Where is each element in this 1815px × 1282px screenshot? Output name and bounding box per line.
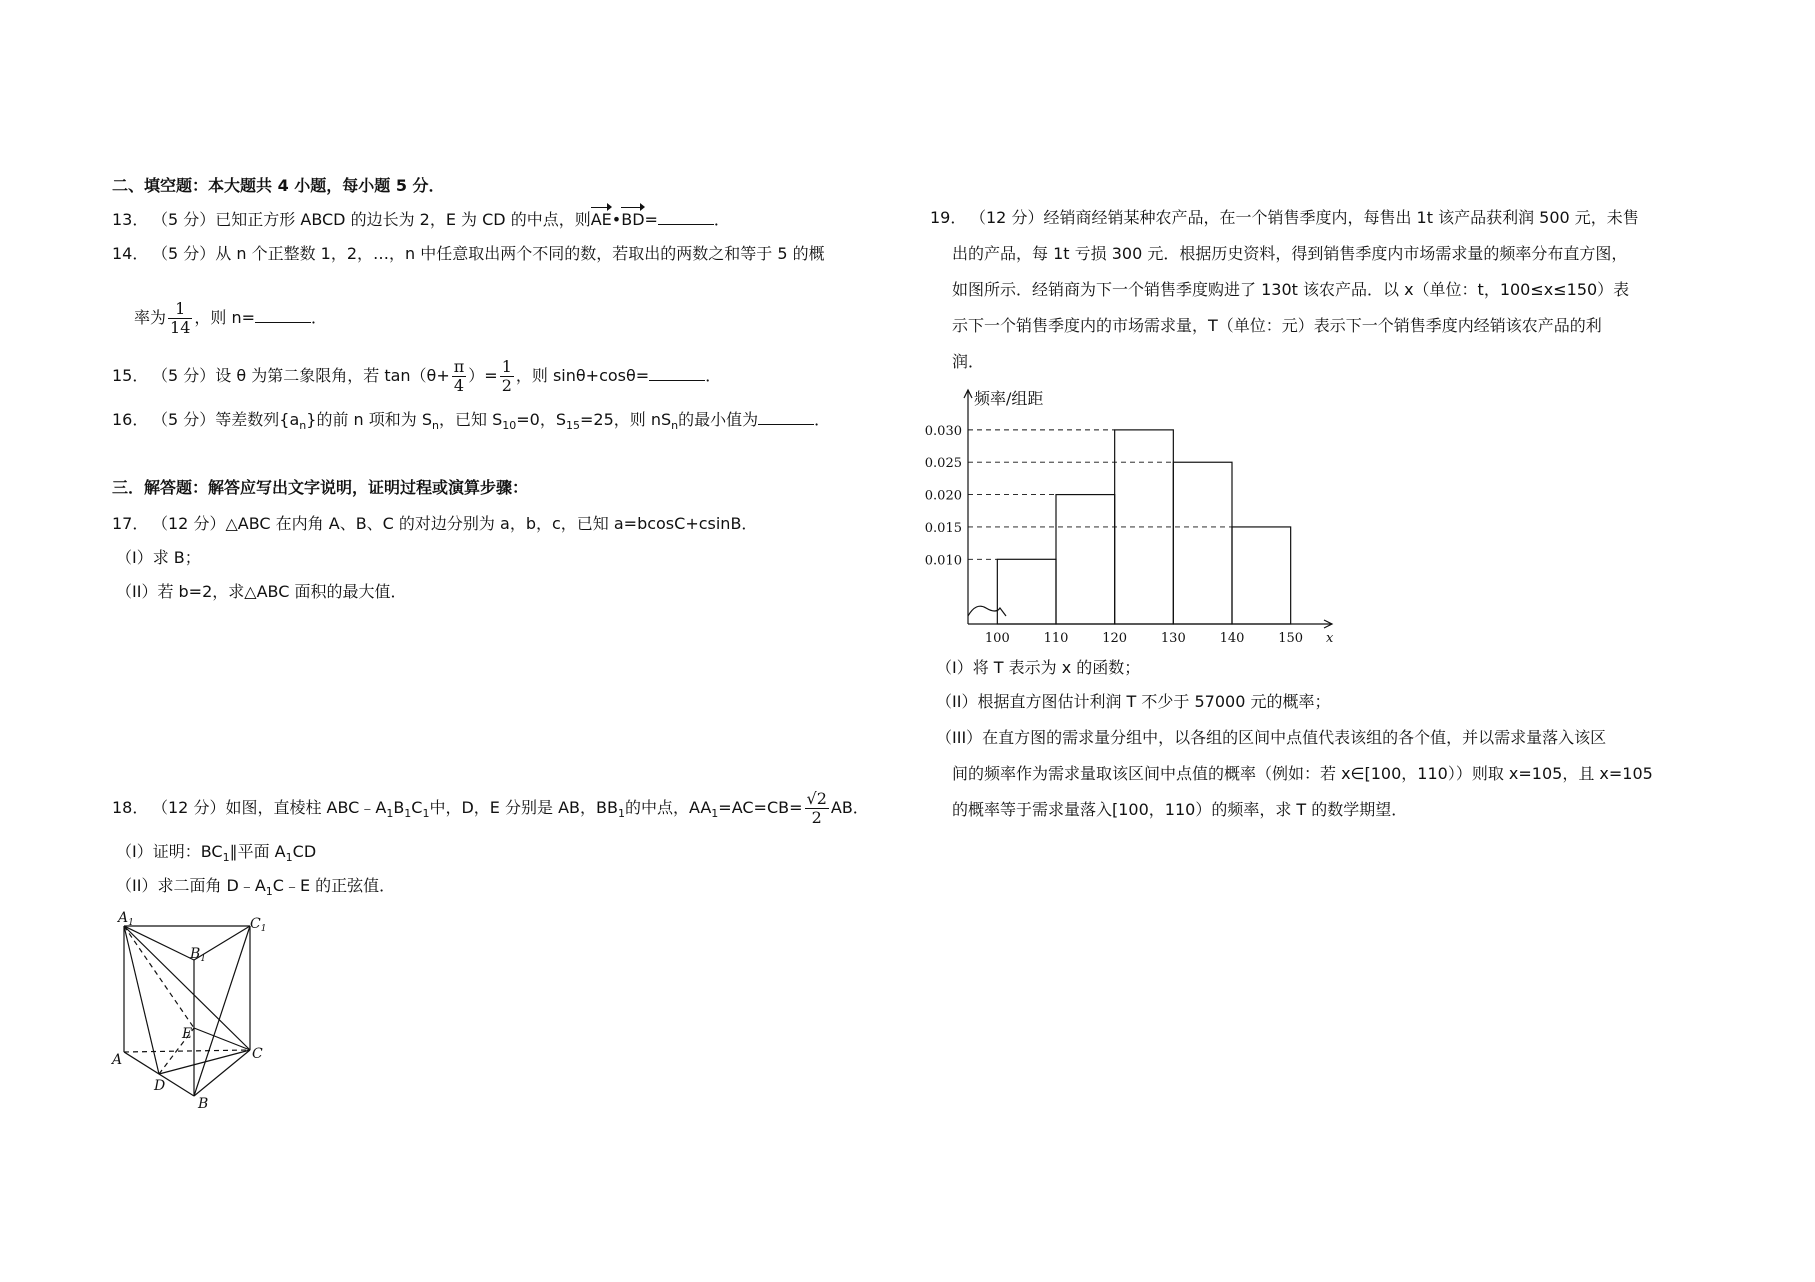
q19-line4: 示下一个销售季度内的市场需求量，T（单位：元）表示下一个销售季度内经销该农产品的利: [952, 316, 1602, 335]
question-18: 18． （12 分）如图，直棱柱 $ABC﹣A_1B_1C_1$中，D，E 分别是 AB，$BB_1$的中点，$AA_1=AC=CB=$ $\frac{√2}{2}$ AB．: [112, 789, 869, 827]
x-tick-label: 100: [984, 631, 1010, 642]
histogram-bar: [997, 559, 1056, 624]
q16-number: 16．: [112, 410, 149, 429]
q13-dot: •: [611, 210, 622, 229]
label-b: B: [198, 1096, 209, 1108]
y-axis-label: 频率/组距: [974, 389, 1044, 408]
label-b1: $B_1$: [190, 946, 207, 964]
q15-points: （5 分）: [152, 366, 216, 385]
x-tick-label: 150: [1278, 631, 1304, 642]
question-16: 16． （5 分）等差数列$\{a_n\}$的前 n 项和为 $S_n$，已知 $S_{10}=0$，$S_{15}=25$，则 $nS_n$的最小值为 ．: [112, 410, 831, 433]
q19-part3-b: 间的频率作为需求量取该区间中点值的概率（例如：若 x∈[100，110））则取 x=105，且 x=105: [952, 764, 1653, 783]
q19-line5: 润．: [952, 352, 985, 371]
q14-text-b: 率为: [134, 308, 167, 327]
label-e: E: [182, 1026, 193, 1042]
q13-equals: =: [644, 210, 658, 229]
x-tick-label: 140: [1219, 631, 1245, 642]
q19-number: 19．: [930, 208, 967, 227]
q13-vector-bd: BD: [621, 210, 645, 229]
q15-text-b: ）=: [468, 366, 498, 385]
q18-part2: （II）求二面角 $D﹣A_1C﹣E$ 的正弦值．: [116, 876, 396, 899]
question-14: [112, 244, 825, 264]
histogram-bar: [1056, 495, 1115, 624]
q17-points: （12 分）: [152, 514, 226, 533]
q19-part1: （I）将 T 表示为 x 的函数；: [936, 658, 1141, 677]
q13-vector-ae: AE: [590, 210, 612, 229]
y-tick-label: 0.015: [924, 520, 962, 536]
q18-sqrt2-over-2: $\frac{√2}{2}$: [806, 789, 827, 827]
q15-text-a: 设 θ 为第二象限角，若 tan（θ+: [215, 366, 450, 385]
q19-line2: 出的产品，每 1t 亏损 300 元．根据历史资料，得到销售季度内市场需求量的频率分布直方图，: [952, 244, 1628, 263]
q16-answer-blank[interactable]: [758, 410, 814, 425]
x-axis-label: x: [1326, 631, 1334, 642]
q17-number: 17．: [112, 514, 149, 533]
q15-number: 15．: [112, 366, 149, 385]
q15-text-c: ，则 sinθ+cosθ=: [515, 366, 650, 385]
question-15: 15． （5 分）设 θ 为第二象限角，若 tan（θ+ $\frac{\pi}{4}$ ）= $\frac{1}{2}$ ，则 sinθ+cosθ= ．: [112, 357, 722, 395]
q15-fraction-pi4: $\frac{\pi}{4}$: [453, 357, 465, 395]
q14-fraction: $\frac{1}{14}$: [170, 299, 191, 337]
prism-figure: [108, 908, 278, 1108]
q13-points: （5 分）: [152, 210, 216, 229]
section3-heading: 三．解答题：解答应写出文字说明，证明过程或演算步骤：: [112, 478, 529, 497]
q19-part2: （II）根据直方图估计利润 T 不少于 57000 元的概率；: [936, 692, 1331, 711]
q17-part2: （II）若 b=2，求△ABC 面积的最大值．: [116, 582, 407, 601]
label-d: D: [154, 1078, 166, 1094]
q18-number: 18．: [112, 798, 149, 817]
q19-part3-a: （III）在直方图的需求量分组中，以各组的区间中点值代表该组的各个值，并以需求量落入该区: [936, 728, 1607, 747]
histogram-chart: [920, 382, 1340, 642]
q14-text: 从 n 个正整数 1，2，…，n 中任意取出两个不同的数，若取出的两数之和等于 5 的概: [215, 244, 825, 263]
q19-line3: 如图所示．经销商为下一个销售季度购进了 130t 该农产品．以 x（单位：t，100≤x≤150）表: [952, 280, 1630, 299]
q14-points: （5 分）: [152, 244, 216, 263]
label-a1: $A_1$: [118, 910, 134, 928]
y-tick-label: 0.025: [924, 456, 962, 472]
q13-text: 已知正方形 ABCD 的边长为 2，E 为 CD 的中点，则: [215, 210, 591, 229]
label-c: C: [252, 1046, 263, 1062]
x-tick-label: 130: [1160, 631, 1186, 642]
q14-text-c: ，则 n=: [194, 308, 256, 327]
section2-heading: 二、填空题：本大题共 4 小题，每小题 5 分．: [112, 176, 445, 195]
q14-answer-blank[interactable]: [255, 308, 311, 323]
y-tick-label: 0.010: [924, 553, 962, 569]
q19-part3-c: 的概率等于需求量落入[100，110）的频率，求 T 的数学期望．: [952, 800, 1408, 819]
q19-line1: 经销商经销某种农产品，在一个销售季度内，每售出 1t 该产品获利润 500 元，未售: [1043, 208, 1639, 227]
question-17: [112, 514, 757, 534]
question-14-cont: 率为 $\frac{1}{14}$ ，则 n= ．: [134, 299, 328, 337]
label-a: A: [112, 1052, 123, 1068]
q18-points: （12 分）: [152, 798, 226, 817]
question-19: [930, 208, 1639, 228]
question-13: 13． （5 分）已知正方形 ABCD 的边长为 2，E 为 CD 的中点，则AE•BD= ．: [112, 210, 730, 229]
histogram-bar: [1232, 527, 1291, 624]
q17-text: △ABC 在内角 A、B、C 的对边分别为 a，b，c，已知 a=bcosC+csinB．: [225, 514, 758, 533]
q13-number: 13．: [112, 210, 149, 229]
q15-answer-blank[interactable]: [649, 366, 705, 381]
histogram-bar: [1173, 462, 1232, 624]
q15-fraction-half: $\frac{1}{2}$: [501, 357, 512, 395]
q16-points: （5 分）: [152, 410, 216, 429]
x-tick-label: 110: [1043, 631, 1069, 642]
y-tick-label: 0.020: [924, 488, 962, 504]
q14-number: 14．: [112, 244, 149, 263]
x-tick-label: 120: [1102, 631, 1128, 642]
q13-answer-blank[interactable]: [658, 210, 714, 225]
q18-part1: （I）证明：$BC_1\parallel$平面 $A_1CD$: [116, 842, 317, 865]
y-tick-label: 0.030: [924, 423, 962, 439]
q19-points: （12 分）: [970, 208, 1044, 227]
axis-break: [968, 606, 1006, 616]
label-c1: $C_1$: [250, 916, 267, 934]
q17-part1: （I）求 B；: [116, 548, 201, 567]
